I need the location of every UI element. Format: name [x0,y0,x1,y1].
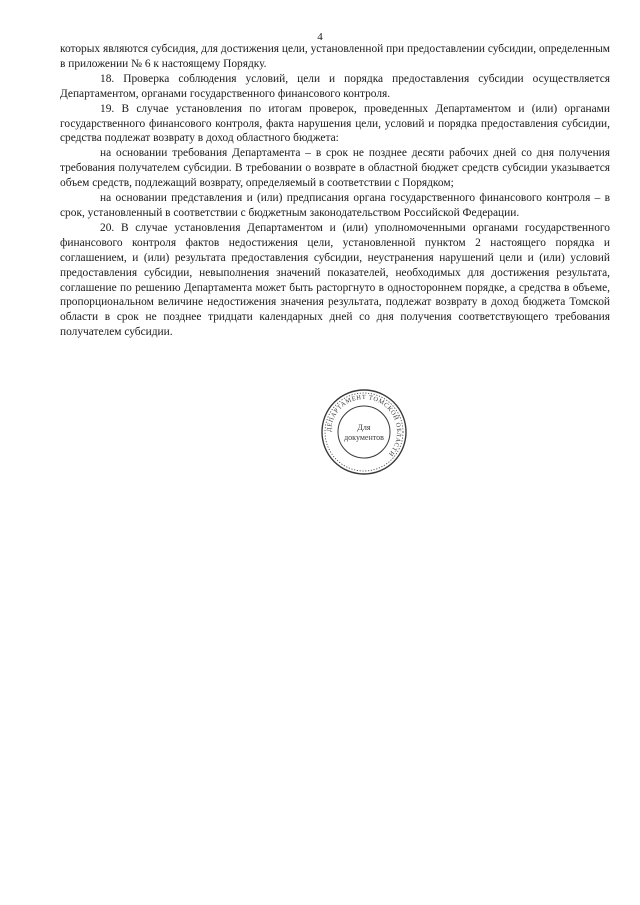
seal-inner-ring [338,406,390,458]
seal-icon [320,388,408,476]
seal-outer-ring [322,390,406,474]
seal-ring-text: ДЕПАРТАМЕНТ ТОМСКОЙ ОБЛАСТИ [325,393,403,458]
paragraph-19: 19. В случае установления по итогам проверок, проведенных Департаментом и (или) органами государственного финансового контроля, факта нарушения цели, условий и порядка предоставления субсидии, средства подлежат возврату в доход областного бюджета: [60,102,610,145]
document-body [60,42,610,340]
seal-center-line2: документов [344,433,384,442]
seal-center-line1: Для [357,423,371,432]
paragraph-19-control-body: на основании представления и (или) предписания органа государственного финансового контроля – в срок, установленный в соответствии с бюджетным законодательством Российской Федерации. [60,192,610,219]
page-number: 4 [317,31,323,43]
official-seal [320,388,408,476]
seal-dotted-ring [325,393,403,471]
paragraph-20: 20. В случае установления Департаментом и (или) уполномоченными органами государственного финансового контроля фактов недостижения цели, установленной пунктом 2 настоящего порядка и соглашением, и (или) результата предоставления субсидии, неустранения нарушений цели и (или) условий предоставления субсидии, невыполнения значений показателей, необходимых для достижения результата, соглашение по решению Департамента может быть расторгнуто в одностороннем порядке, а средства в объеме, пропорциональном величине недостижения значения результата, подлежат возврату в доход бюджета Томской области в срок не позднее тридцати календарных дней со дня получения соответствующего требования получателем субсидии. [60,221,610,339]
paragraph-18: 18. Проверка соблюдения условий, цели и порядка предоставления субсидии осуществляется Департаментом, органами государственного финансового контроля. [60,72,610,100]
paragraph-continuation: которых являются субсидия, для достижения цели, установленной при предоставлении субсидии, определенным в приложении № 6 к настоящему Порядку. [60,43,610,70]
paragraph-19-department-requirement: на основании требования Департамента – в срок не позднее десяти рабочих дней со дня получения требования получателем субсидии. В требовании о возврате в областной бюджет средств субсидии указывается объем средств, подлежащий возврату, определяемый в соответствии с Порядком; [60,147,610,190]
